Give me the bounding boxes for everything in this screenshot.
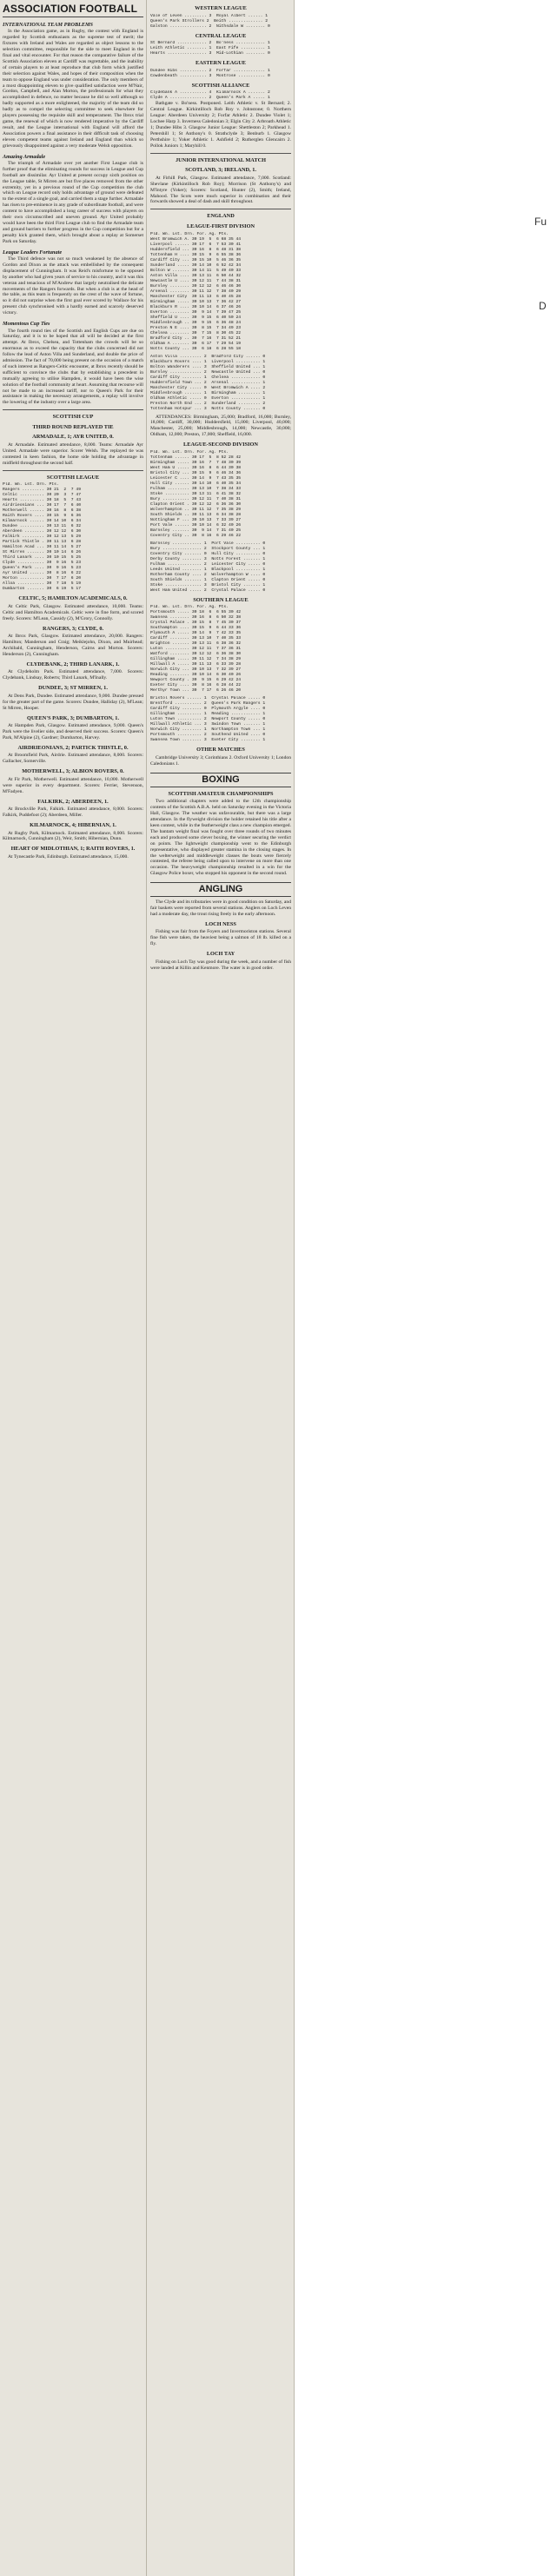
- southern-league-caption: Pld. Wn. Lst. Drn. For. Ag. Pts.: [150, 605, 229, 610]
- match-report: At Rugby Park, Kilmarnock. Estimated attendance, 8,000. Scorers: Kilmarnock, Cunningham (2), Weir, Smith; Hibernian, Dunn.: [3, 830, 143, 842]
- left-column: [0, 0, 147, 2576]
- adjacent-page-fragment: D: [539, 300, 547, 312]
- second-division-results: Barnsley ............ 1 Port Vale .......... 0 Bury ................ 2 Stockport County ... 1 Coventry City ....... 0 Hull City .......... 0 Derby County ........ 3 Notts Forest ....... 1 Fulham .............. 2 Leicester City ..... 0 Leeds United ........ 1 Blackpool .......... 1 Rotherham County .... 2 Wolverhampton W .... 0 South Shields ....... 1 Clapton Orient ..... 0 Stoke ............... 3 Bristol City ....... 1 West Ham United ..... 2 Crystal Palace ..... 0: [150, 541, 266, 593]
- match-heading: CLYDEBANK, 2; THIRD LANARK, 1.: [26, 661, 120, 667]
- heading-league-leaders: League Leaders Fortunate: [3, 249, 63, 256]
- boxing-report: Two additional chapters were added to the 12th championship contests of the Scottish A.B.A. held on Saturday evening in the Victoria Hall, Glasgow. The weather was unfavourable, but there was a large attendance. In the flyweight division the holder retained his title after a keen contest, while in the featherweight class a new champion emerged. The bantam weight final was fought over three rounds of two minutes each and produced some clever boxing, the winner securing the verdict on points. The lightweight championship went to the Edinburgh representative, who displayed greater stamina in the closing stages. In the welterweight and middleweight classes the bouts were fiercely contested, the referee being called upon to intervene on more than one occasion. The heavyweight championship resulted in a win for the Glasgow Police boxer, who stopped his opponent in the second round.: [150, 799, 291, 877]
- article-league-leaders: The Third defence was not so much weakened by the absence of Gordon and Dixon as the attack was embellished by the consequent displacement of Cunningham. It was Reid's misfortune to be opposed by another who had given years of service to his country, and it was this veteran and tenacious of M'Andrew that largely neutralised the delicate movements of the Rangers forwards. But when a club is at the head of the table, as this team is frequently on the crest of the wave of fortune, so it did not surprise when the first goal ever scored by Wallace for his present club synchronised with a hardly earned and scarcely deserved victory.: [3, 256, 143, 316]
- heading-eastern-league: EASTERN LEAGUE: [196, 60, 246, 67]
- loch-tay-report: Fishing on Loch Tay was good during the week, and a number of fish were landed at Killin and Kenmore. The water is in good order.: [150, 959, 291, 971]
- eastern-league-results: Dundee Hibs ........... 2 Forfar ............. 1 Cowdenbeath ........... 3 Montrose ........... 0: [150, 68, 270, 78]
- western-league-results: Vale of Leven ......... 3 Royal Albert ...... 1 Queen's Park Strollers 2 Beith .............. 2 Galston ............... 2 Nithsdale W ........ 0: [150, 13, 270, 29]
- first-division-table: West Bromwich A. 30 19 5 6 68 35 44 Liverpool ...... 30 17 6 7 53 30 41 Huddersfield ... 30 16 8 6 48 31 38 Tottenham H .... 30 15 9 6 55 38 36 Cardiff City ... 30 15 10 5 46 36 35 Sunderland ..... 30 14 10 6 52 42 34 Bolton W ....... 30 14 11 5 49 40 33 Aston Villa .... 30 13 11 6 50 44 32 Newcastle U .... 30 12 11 7 44 38 31 Burnley ........ 30 12 12 6 46 46 30 Arsenal ........ 30 11 12 7 38 40 29 Manchester City 30 11 13 6 40 45 28 Birmingham ..... 30 10 13 7 36 42 27 Blackburn R .... 30 10 14 6 37 46 26 Everton ........ 30 9 14 7 39 47 25 Sheffield U .... 30 9 15 6 40 50 24 Middlesbrough .. 30 9 15 6 36 48 24 Preston N E .... 30 8 15 7 34 49 23 Chelsea ........ 30 7 15 8 30 45 22 Bradford City .. 30 7 16 7 31 52 21 Oldham A ....... 30 6 17 7 29 54 19 Notts County ... 30 6 18 6 28 55 18: [150, 236, 242, 351]
- match-report: At Tynecastle Park, Edinburgh. Estimated attendance, 15,000.: [8, 853, 129, 860]
- first-division-results: Aston Villa ......... 2 Bradford City ...... 0 Blackburn Rovers .... 1 Liverpool .......... 1 Bolton Wanderers .... 3 Sheffield United ... 1 Burnley ............. 2 Newcastle United ... 0 Cardiff City ........ 1 Chelsea ............ 0 Huddersfield Town ... 2 Arsenal ............ 1 Manchester City ..... 0 West Bromwich A .... 2 Middlesbrough ....... 1 Birmingham ......... 1 Oldham Athletic ..... 0 Everton ............ 1 Preston North End ... 2 Sunderland ......... 2 Tottenham Hotspur ... 3 Notts County ....... 0: [150, 354, 266, 411]
- other-ties-text: Bathgate v. Bo'ness. Postponed. Leith Athletic v. St Bernard; 2. Central League. Kirkintilloch Rob Roy v. Johnstone; 0. Northern League: Aberdeen University 2; Forfar Athletic 2. Dundee Violet 1; Lochee Harp 3. Inverness Caledonian 3; Elgin City 2. Arbroath Athletic 1; Dundee Hibs 3. Glasgow Junior League: Shettleston 2; Parkhead 1. Petershill 1; St Anthony's 0. Strathclyde 3; Benburb 1. Glasgow Perthshire 1; Yoker Athletic 1. Ashfield 2; Rutherglen Glencairn 2. Pollok Juniors 1; Maryhill 0.: [150, 101, 291, 149]
- junior-report: At Firhill Park, Glasgow. Estimated attendance, 7,000. Scotland: Shevlane (Kirkintilloch Rob Roy); Morrison (St Anthony's) and M'Intyre (Yoker); Scorers: Scotland, Hunter (2), Smith; Ireland, Mahood. The Scots were much superior in combination and their forwards showed a deal of dash and skill throughout.: [150, 175, 291, 205]
- heading-england: ENGLAND: [207, 213, 235, 220]
- match-report: At Fir Park, Motherwell. Estimated attendance, 10,000. Motherwell were superior in every department. Scorers: Ferrier, Stevenson, M'Fadyen.: [3, 776, 143, 794]
- match-heading: CELTIC, 5; HAMILTON ACADEMICALS, 0.: [18, 595, 128, 602]
- divider: [3, 409, 143, 410]
- match-report: At Broomfield Park, Airdrie. Estimated attendance, 8,000. Scorers: Gallacher, Somerville.: [3, 753, 143, 765]
- divider: [3, 470, 143, 471]
- heading-western-league: WESTERN LEAGUE: [195, 5, 247, 11]
- scottish-cup-result: ARMADALE, 1; AYR UNITED, 0.: [32, 434, 114, 441]
- match-heading: MOTHERWELL, 3; ALBION ROVERS, 0.: [22, 768, 124, 775]
- loch-ness-report: Fishing was fair from the Foyers and Invermoriston stations. Several fine fish were taken, the heaviest being a salmon of 18 lb. killed on a fly.: [150, 929, 291, 947]
- heading-first-division: LEAGUE-FIRST DIVISION: [186, 222, 255, 229]
- heading-loch-ness: LOCH NESS: [205, 920, 236, 927]
- section-boxing: BOXING: [150, 773, 291, 787]
- scottish-cup-round: THIRD ROUND REPLAYED TIE: [32, 423, 114, 430]
- adjacent-page-fragment: Fu: [534, 216, 547, 228]
- scottish-cup-report: At Armadale. Estimated attendance, 8,000. Teams: Armadale Ayr United. Armadale were superior. Scorer Welsh. The replayed tie was contested in keen fashion, the home side holding the advantage in midfield throughout the second half.: [3, 442, 143, 466]
- heading-southern-league: SOUTHERN LEAGUE: [193, 596, 249, 603]
- match-heading: AIRDRIEONIANS, 2; PARTICK THISTLE, 0.: [17, 744, 129, 751]
- article-armadale: The triumph of Armadale over yet another First League club is further proof that the eliminating rounds for success in League and Cup football are dissimilar. Ayr United at present occupy sixth position on the League table, St Mirren are but five places removed from the other extremity, yet in a previous round of the Cup competition the club which on League record only holds advantage of ground were defeated to the extent of a single goal, and carried them a stage further. Armadale has risen to pre-eminence in any grade of subordinate football, and were content to have accomplished a long career of success with players on their own circumscribed and uneven ground. Ayr United probably would have been the third First League club to find the Armadale team and ground barriers to further progress in the Cup competition but for a penalty kick granted them, which brought about a replay at Somerset Park on Saturday.: [3, 160, 143, 244]
- heading-loch-tay: LOCH TAY: [206, 951, 235, 958]
- article-cup-ties: The fourth round ties of the Scottish and English Cups are due on Saturday, and it is to be hoped that all will be decided at the first attempt. At Ibrox, Chelsea, and Tottenham the crowds will be so enormous as to exceed the capacity that the clubs concerned did not follow the lead of Aston Villa and Sunderland, and double the price of admission. The fact of 70,000 being present on the occasion of a match of such interest as Rangers-Celtic encounter, at Ibrox recently should be sufficient to convince the clubs that by establishing a precedent in mutually agreeing to utilise Hampden, it would have been the wise solution of the football community at heart. Assuming that recourse will not be made to an increased tariff, nor to Queen's Park for their assistance in making the necessary arrangements, a replay will involve the lowering of the industry over a large area.: [3, 328, 143, 406]
- second-division-caption: Pld. Wn. Lst. Drn. For. Ag. Pts.: [150, 449, 229, 455]
- scottish-league-table: Rangers ......... 30 21 2 7 49 Celtic .......... 30 20 3 7 47 Hearts .......... 30 18 5 7 43 Airdrieonians ... 30 17 7 6 40 Motherwell ...... 30 16 8 6 38 Raith Rovers .... 30 15 9 6 36 Kilmarnock ...... 30 14 10 6 34 Dundee .......... 30 13 11 6 32 Aberdeen ........ 30 12 12 6 30 Falkirk ......... 30 12 13 5 29 Partick Thistle . 30 11 13 6 28 Hamilton Acad ... 30 11 14 5 27 St Mirren ....... 30 10 14 6 26 Third Lanark .... 30 10 15 5 25 Clyde ........... 30 9 16 5 23 Queen's Park .... 30 9 16 5 23 Ayr United ...... 30 8 16 6 22 Morton .......... 30 7 17 6 20 Alloa ........... 30 7 18 5 19 Dumbarton ....... 30 6 19 5 17: [3, 488, 82, 592]
- match-heading: HEART OF MIDLOTHIAN, 1; RAITH ROVERS, 1.: [10, 846, 136, 853]
- league-table-caption: Pld. Wn. Lst. Drn. Pts.: [3, 482, 59, 488]
- heading-other-matches: OTHER MATCHES: [196, 747, 245, 754]
- heading-scottish-league: SCOTTISH LEAGUE: [46, 474, 100, 481]
- southern-league-results: Bristol Rovers ...... 1 Crystal Palace ..... 0 Brentford ........... 2 Queen's Park Rangers 1 Cardiff City ........ 0 Plymouth Argyle .... 0 Gillingham .......... 1 Reading ............ 1 Luton Town .......... 2 Newport County ..... 0 Millwall Athletic ... 3 Swindon Town ....... 1 Norwich City ........ 1 Northampton Town ... 1 Portsmouth .......... 2 Southend United .... 0 Swansea Town ........ 3 Exeter City ........ 1: [150, 696, 266, 743]
- match-report: At Celtic Park, Glasgow. Estimated attendance, 10,000. Teams: Celtic and Hamilton Academicals. Celtic were in fine form, and scored freely. Scorers: M'Lean, Cassidy (2), M'Grory, Connolly.: [3, 603, 143, 621]
- article-international: In the Association game, as in Rugby, the contest with England is regarded by Scottish enthusiasts as the supreme test of merit; the fixtures with Ireland and Wales are regarded as object lessons to the selection committee, responsible for the side to meet England in the final and vital encounter. For that reason the comparative failure of the Scottish Association eleven at Cardiff was regrettable, and the inability of certain players to at least reproduce that club form which justified their selection against Wales, and hopes of their composition when the team to oppose England was under consideration. The only members of a most disappointing eleven to give qualified satisfaction were M'Nair, Gordon, Campbell, and Alan Morton, the professionals for what they accomplished in defence, no matter because he did so well although so badly supported as a more enlightened, the majority of the team did so badly as to compel the selecting committee to seek elsewhere for players possessing the requisite skill and temperament. The Ibrox trial game, the renewal of which is now rendered imperative by the Cardiff result, and the League international with England will afford the Association powers a final assistance in their difficult task of choosing eleven competent teams against Ireland and England than which so grievously disappointed against a very moderate Welsh opposition.: [3, 29, 143, 149]
- match-report: At Brockville Park, Falkirk. Estimated attendance, 8,000. Scorers: Falkirk, Puddefoot (2); Aberdeen, Miller.: [3, 807, 143, 819]
- section-angling: ANGLING: [150, 882, 291, 897]
- southern-league-table: Portsmouth ..... 30 18 6 6 55 30 42 Swansea ........ 30 16 8 6 50 32 38 Crystal Palace . 30 15 8 7 45 30 37 Southampton .... 30 15 9 6 44 33 36 Plymouth A ..... 30 14 9 7 42 33 35 Cardiff ........ 30 13 10 7 40 35 33 Brighton ....... 30 13 11 6 38 36 32 Luton .......... 30 12 11 7 37 36 31 Watford ........ 30 12 12 6 36 38 30 Gillingham ..... 30 11 12 7 34 38 29 Millwall A ..... 30 11 13 6 33 39 28 Norwich City ... 30 10 13 7 32 39 27 Reading ........ 30 10 14 6 30 40 26 Newport County . 30 9 15 6 29 42 24 Exeter City .... 30 8 16 6 28 44 22 Merthyr Town ... 30 7 17 6 26 46 20: [150, 610, 242, 694]
- heading-amateur-championships: SCOTTISH AMATEUR CHAMPIONSHIPS: [168, 790, 274, 797]
- match-report: At Dens Park, Dundee. Estimated attendance, 9,000. Dundee pressed for the greater part of the game. Scorers: Dundee, Halliday (2), M'Lean; St Mirren, Hooper.: [3, 693, 143, 711]
- heading-cup-ties: Momentous Cup Ties: [3, 321, 50, 328]
- match-heading: FALKIRK, 2; ABERDEEN, 1.: [37, 798, 109, 805]
- heading-armadale: Amazing Armadale: [3, 153, 46, 160]
- match-report: At Clydeholm Park. Estimated attendance, 7,000. Scorers: Clydebank, Lindsay, Roberts; Third Lanark, M'Inally.: [3, 669, 143, 681]
- match-report: At Ibrox Park, Glasgow. Estimated attendance, 20,000. Rangers: Hamilton; Manderson and Craig; Meiklejohn, Dixon, and Muirhead; Archibald, Cunningham, Henderson, Cairns and Morton. Scorers: Henderson (2), Cunningham.: [3, 634, 143, 657]
- other-matches: Cambridge University 3; Corinthians 2. Oxford University 1; London Caledonians 1.: [150, 754, 291, 767]
- section-masthead: ASSOCIATION FOOTBALL: [3, 3, 143, 17]
- match-heading: QUEEN'S PARK, 3; DUMBARTON, 1.: [26, 714, 120, 721]
- match-heading: KILMARNOCK, 4; HIBERNIAN, 1.: [30, 821, 116, 828]
- heading-central-league: CENTRAL LEAGUE: [195, 32, 247, 39]
- junior-result: SCOTLAND, 3; IRELAND, 1.: [185, 167, 256, 174]
- first-division-caption: Pld. Wn. Lst. Drn. For. Ag. Pts.: [150, 231, 229, 236]
- heading-scottish-cup: SCOTTISH CUP: [52, 414, 94, 421]
- central-league-results: St Bernard ............ 2 Bo'ness ............ 1 Leith Athletic ........ 1 East Fife .......... 1 Hearts ................ 3 Mid-Lothian ........ 0: [150, 41, 270, 56]
- heading-scottish-alliance: SCOTTISH ALLIANCE: [191, 82, 250, 89]
- divider: [150, 153, 291, 154]
- attendances: ATTENDANCES: Birmingham, 25,000; Bradford, 16,000; Burnley, 18,000; Cardiff, 30,000; Huddersfield, 15,000; Liverpool, 40,000; Manchester, 25,000; Middlesbrough, 14,000; Newcastle, 30,000; Oldham, 12,000; Preston, 17,000; Sheffield, 16,000.: [150, 414, 291, 438]
- heading-international: INTERNATIONAL TEAM PROBLEMS: [3, 22, 93, 28]
- match-report: At Hampden Park, Glasgow. Estimated attendance, 9,000. Queen's Park were the livelier side, and deserved their success. Scorers: Queen's Park, M'Alpine (2), Gardner; Dumbarton, Harvey.: [3, 723, 143, 740]
- right-column: [148, 0, 294, 2576]
- heading-second-division: LEAGUE-SECOND DIVISION: [183, 442, 258, 448]
- second-division-table: Tottenham ...... 30 17 5 8 52 28 42 Birmingham ..... 30 16 7 7 48 30 39 West Ham U ..... 30 16 8 6 44 30 38 Bristol City ... 30 15 9 6 46 34 36 Leicester C .... 30 14 9 7 43 35 35 Hull City ...... 30 14 10 6 40 35 34 Fulham ......... 30 13 10 7 38 34 33 Stoke .......... 30 13 11 6 41 38 32 Bury ........... 30 12 11 7 40 38 31 Clapton Orient . 30 12 12 6 36 36 30 Wolverhampton .. 30 11 12 7 35 38 29 South Shields .. 30 11 13 6 34 38 28 Nottingham F ... 30 10 13 7 33 39 27 Port Vale ...... 30 10 14 6 32 40 26 Barnsley ....... 30 9 14 7 31 40 25 Coventry City .. 30 8 16 6 29 46 22: [150, 455, 242, 538]
- match-heading: DUNDEE, 3; ST MIRREN, 1.: [38, 685, 108, 692]
- match-heading: RANGERS, 3; CLYDE, 0.: [42, 625, 104, 632]
- angling-report: The Clyde and its tributaries were in good condition on Saturday, and fair baskets were reported from several stations. Anglers on Loch Leven had a moderate day, the trout rising freely in the early afternoon.: [150, 900, 291, 917]
- heading-junior-international: JUNIOR INTERNATIONAL MATCH: [175, 156, 267, 163]
- alliance-results: Clydebank A ........... 4 Kilmarnock A ....... 2 Clyde A ............... 2 Queen's Park A ..... 1: [150, 90, 270, 101]
